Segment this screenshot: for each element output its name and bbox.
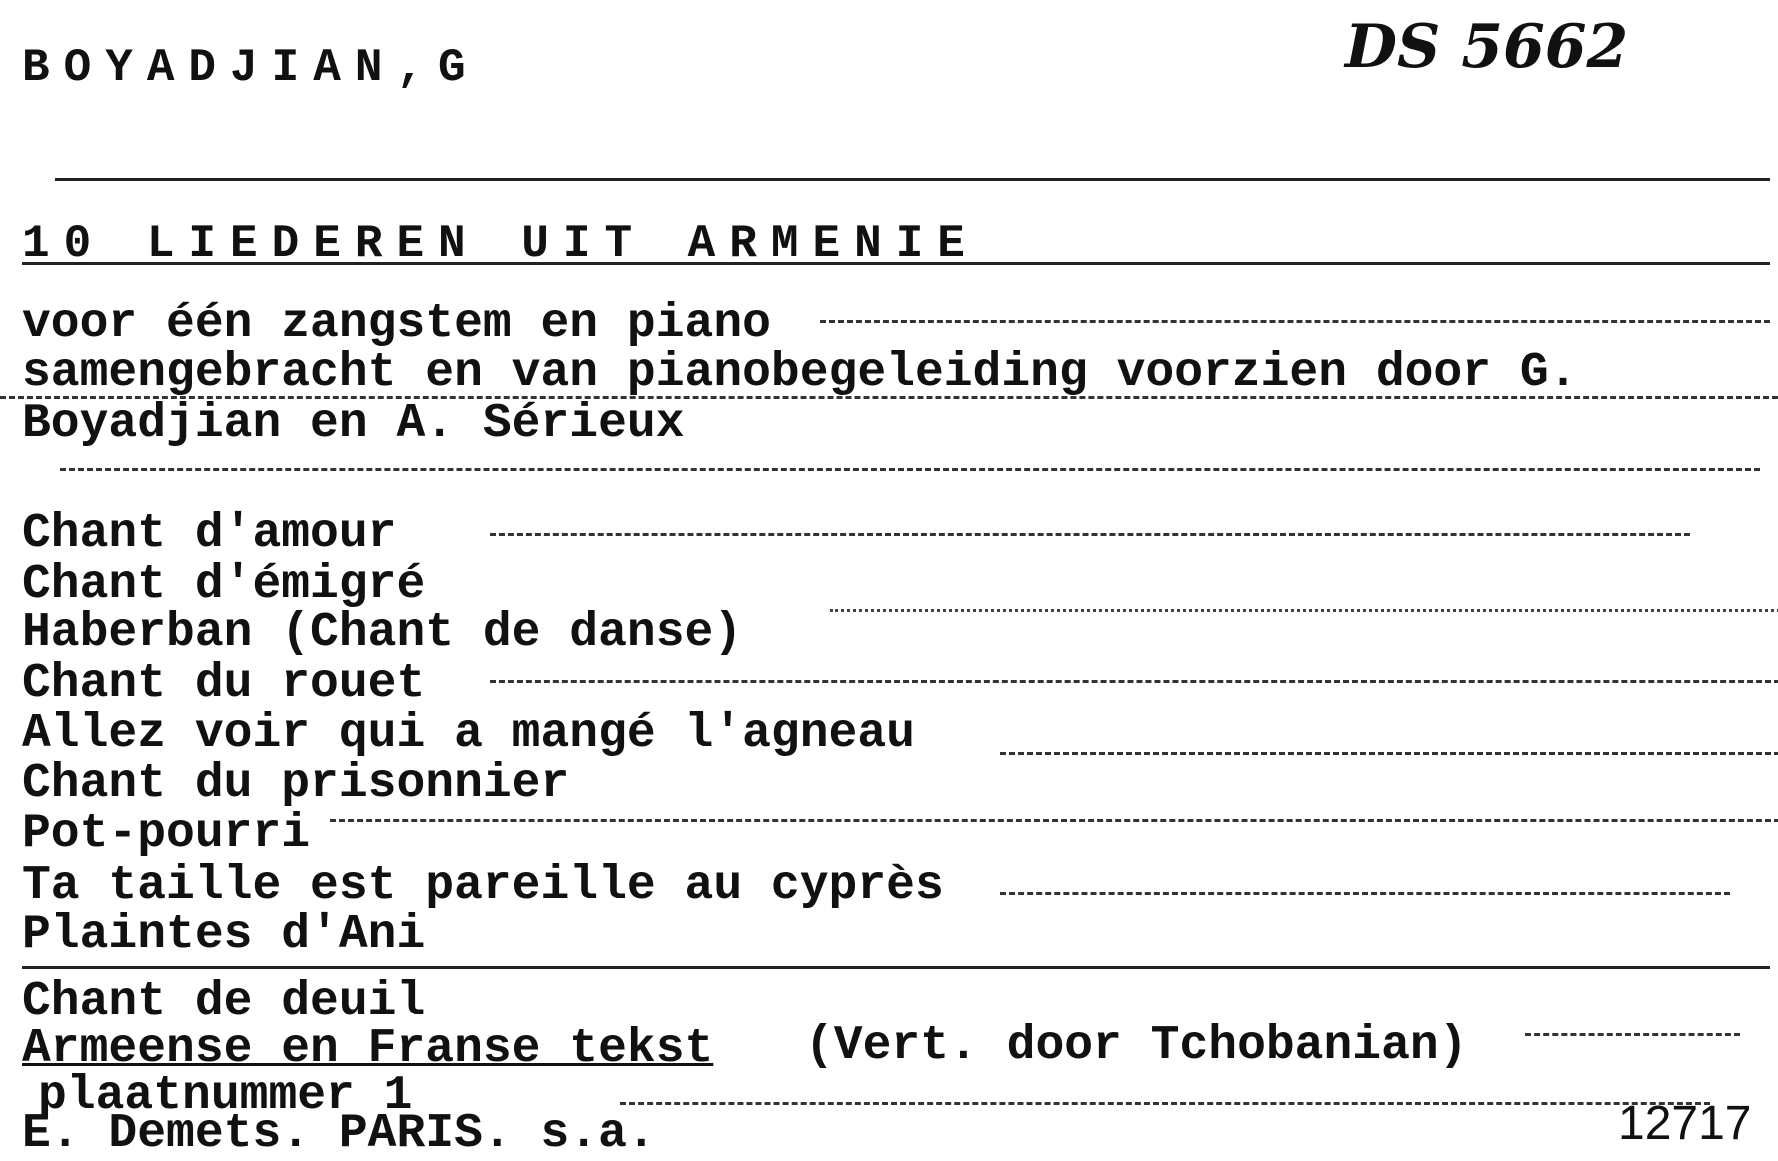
- song-title: Chant d'amour: [22, 507, 397, 561]
- card-number: 12717: [1618, 1097, 1752, 1150]
- rule-line-11: [1525, 1033, 1740, 1036]
- song-title: Ta taille est pareille au cyprès: [22, 859, 944, 913]
- translation-note: (Vert. door Tchobanian): [805, 1019, 1468, 1073]
- rule-line-10: [22, 966, 1770, 969]
- text-note: Armeense en Franse tekst: [22, 1022, 714, 1076]
- description-line: voor één zangstem en piano: [22, 297, 771, 351]
- rule-line-5: [830, 609, 1778, 612]
- song-title: Pot-pourri: [22, 807, 311, 861]
- description-line: samengebracht en van pianobegeleiding voorzien door G.: [22, 346, 1578, 400]
- song-title: Chant de deuil: [22, 975, 426, 1029]
- plate-number: plaatnummer 1: [38, 1069, 413, 1123]
- song-title: Chant du rouet: [22, 657, 426, 711]
- song-title: Chant du prisonnier: [22, 757, 570, 811]
- author-heading: BOYADJIAN,G: [22, 42, 480, 94]
- call-number-handwritten: DS 5662: [1345, 12, 1629, 82]
- publisher: E. Demets. PARIS. s.a.: [22, 1107, 656, 1161]
- song-title: Allez voir qui a mangé l'agneau: [22, 707, 915, 761]
- description-line: Boyadjian en A. Sérieux: [22, 397, 685, 451]
- song-title: Haberban (Chant de danse): [22, 606, 743, 660]
- rule-line-3: [60, 468, 1760, 471]
- work-title: 10 LIEDEREN UIT ARMENIE: [22, 218, 979, 270]
- song-title: Chant d'émigré: [22, 558, 426, 612]
- rule-line-9: [1000, 892, 1730, 895]
- rule-top: [55, 178, 1770, 181]
- rule-line-6: [490, 680, 1778, 683]
- rule-line-1: [820, 320, 1770, 323]
- rule-line-4: [490, 533, 1690, 536]
- rule-line-8: [330, 819, 1778, 822]
- rule-line-12: [620, 1102, 1710, 1105]
- rule-line-7: [1000, 752, 1778, 755]
- song-title: Plaintes d'Ani: [22, 908, 426, 962]
